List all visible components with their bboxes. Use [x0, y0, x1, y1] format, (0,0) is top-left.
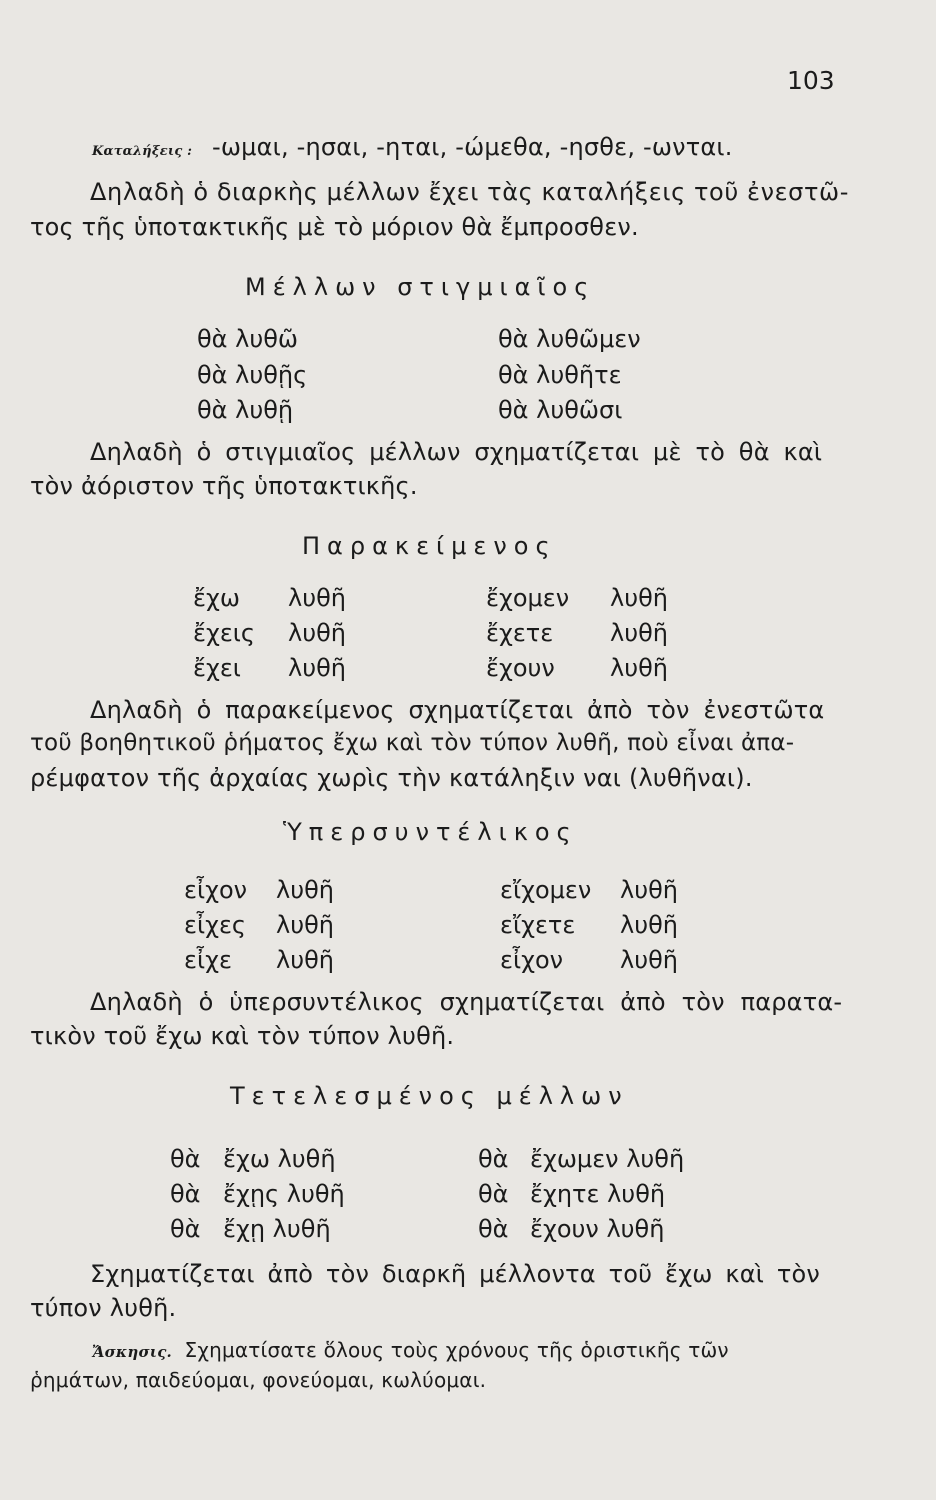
- p1-line-1: Δηλαδὴ ὁ διαρκὴς μέλλων ἔχει τὰς καταλήξεις τοῦ ἐνεστῶ-: [90, 178, 849, 206]
- heading-teteleasmenos-mellon: Τετελεσμένος μέλλων: [230, 1082, 629, 1110]
- heading-hypersyntelikos: Ὑπερσυντέλικος: [283, 818, 578, 846]
- t4-left-tha-3: θὰ: [170, 1215, 201, 1243]
- p3-line-1: Δηλαδὴ ὁ παρακείμενος σχηματίζεται ἀπὸ τὸν ἐνεστῶτα: [90, 696, 825, 724]
- t3-left-verb-2: λυθῆ: [276, 911, 334, 939]
- t2-left-aux-1: ἔχω: [193, 584, 240, 612]
- t2-left-aux-3: ἔχει: [193, 654, 241, 682]
- p5-line-1: Σχηματίζεται ἀπὸ τὸν διαρκῆ μέλλοντα τοῦ ἔχω καὶ τὸν: [90, 1260, 821, 1288]
- t3-left-aux-2: εἶχες: [184, 911, 247, 939]
- t2-right-verb-2: λυθῆ: [610, 619, 668, 647]
- t3-right-aux-1: εἴχομεν: [500, 876, 592, 904]
- t2-right-aux-3: ἔχουν: [486, 654, 555, 682]
- heading-mellon-stigmiaios: Μέλλων στιγμιαῖος: [245, 273, 596, 301]
- t3-right-verb-1: λυθῆ: [620, 876, 678, 904]
- endings-line: [92, 133, 733, 161]
- t3-left-aux-1: εἶχον: [184, 876, 248, 904]
- t4-right-form-3: ἔχουν λυθῆ: [530, 1215, 665, 1243]
- t4-left-form-2: ἔχῃς λυθῆ: [223, 1180, 345, 1208]
- p4-line-2: τικὸν τοῦ ἔχω καὶ τὸν τύπον λυθῆ.: [30, 1022, 455, 1050]
- page-number: 103: [787, 66, 835, 95]
- exercise-line-2: ῥημάτων, παιδεύομαι, φονεύομαι, κωλύομαι.: [30, 1368, 487, 1392]
- t4-left-tha-1: θὰ: [170, 1145, 201, 1173]
- p5-line-2: τύπον λυθῆ.: [30, 1294, 177, 1322]
- p3-line-2: τοῦ βοηθητικοῦ ῥήματος ἔχω καὶ τὸν τύπον λυθῆ, ποὺ εἶναι ἀπα-: [30, 730, 795, 756]
- t2-left-verb-2: λυθῆ: [288, 619, 346, 647]
- t4-right-tha-1: θὰ: [478, 1145, 509, 1173]
- t3-right-aux-3: εἶχον: [500, 946, 564, 974]
- p1-line-2: τος τῆς ὑποτακτικῆς μὲ τὸ μόριον θὰ ἔμπροσθεν.: [30, 213, 639, 241]
- t2-left-verb-3: λυθῆ: [288, 654, 346, 682]
- p2-line-2: τὸν ἀόριστον τῆς ὑποτακτικῆς.: [30, 472, 418, 500]
- t2-right-verb-3: λυθῆ: [610, 654, 668, 682]
- t3-left-verb-1: λυθῆ: [276, 876, 334, 904]
- t1-right-3: θὰ λυθῶσι: [498, 396, 623, 424]
- t1-right-2: θὰ λυθῆτε: [498, 361, 622, 389]
- p2-line-1: Δηλαδὴ ὁ στιγμιαῖος μέλλων σχηματίζεται μὲ τὸ θὰ καὶ: [90, 438, 823, 466]
- t4-right-tha-3: θὰ: [478, 1215, 509, 1243]
- t3-right-verb-2: λυθῆ: [620, 911, 678, 939]
- t2-right-aux-1: ἔχομεν: [486, 584, 570, 612]
- heading-parakeimenos: Παρακείμενος: [302, 532, 557, 560]
- t2-right-aux-2: ἔχετε: [486, 619, 554, 647]
- t4-right-form-2: ἔχητε λυθῆ: [530, 1180, 666, 1208]
- t2-left-aux-2: ἔχεις: [193, 619, 256, 647]
- t1-left-1: θὰ λυθῶ: [197, 325, 299, 353]
- t3-left-aux-3: εἶχε: [184, 946, 232, 974]
- exercise-label: Ἄσκησις.: [92, 1343, 172, 1361]
- t4-left-form-1: ἔχω λυθῆ: [223, 1145, 336, 1173]
- t1-right-1: θὰ λυθῶμεν: [498, 325, 641, 353]
- t4-right-tha-2: θὰ: [478, 1180, 509, 1208]
- t3-right-aux-2: εἴχετε: [500, 911, 576, 939]
- p4-line-1: Δηλαδὴ ὁ ὑπερσυντέλικος σχηματίζεται ἀπὸ τὸν παρατα-: [90, 988, 843, 1016]
- t2-left-verb-1: λυθῆ: [288, 584, 346, 612]
- t3-left-verb-3: λυθῆ: [276, 946, 334, 974]
- endings-text: -ωμαι, -ησαι, -ηται, -ώμεθα, -ησθε, -ωνται.: [212, 133, 733, 161]
- p3-line-3: ρέμφατον τῆς ἀρχαίας χωρὶς τὴν κατάληξιν ναι (λυθῆναι).: [30, 764, 753, 792]
- exercise-line-1: [92, 1338, 729, 1362]
- t4-right-form-1: ἔχωμεν λυθῆ: [530, 1145, 685, 1173]
- t4-left-form-3: ἔχῃ λυθῆ: [223, 1215, 331, 1243]
- t2-right-verb-1: λυθῆ: [610, 584, 668, 612]
- t3-right-verb-3: λυθῆ: [620, 946, 678, 974]
- t4-left-tha-2: θὰ: [170, 1180, 201, 1208]
- t1-left-2: θὰ λυθῇς: [197, 361, 308, 389]
- t1-left-3: θὰ λυθῇ: [197, 396, 294, 424]
- endings-label: Καταλήξεις :: [92, 144, 193, 159]
- exercise-text-1: Σχηματίσατε ὅλους τοὺς χρόνους τῆς ὁριστικῆς τῶν: [184, 1338, 729, 1362]
